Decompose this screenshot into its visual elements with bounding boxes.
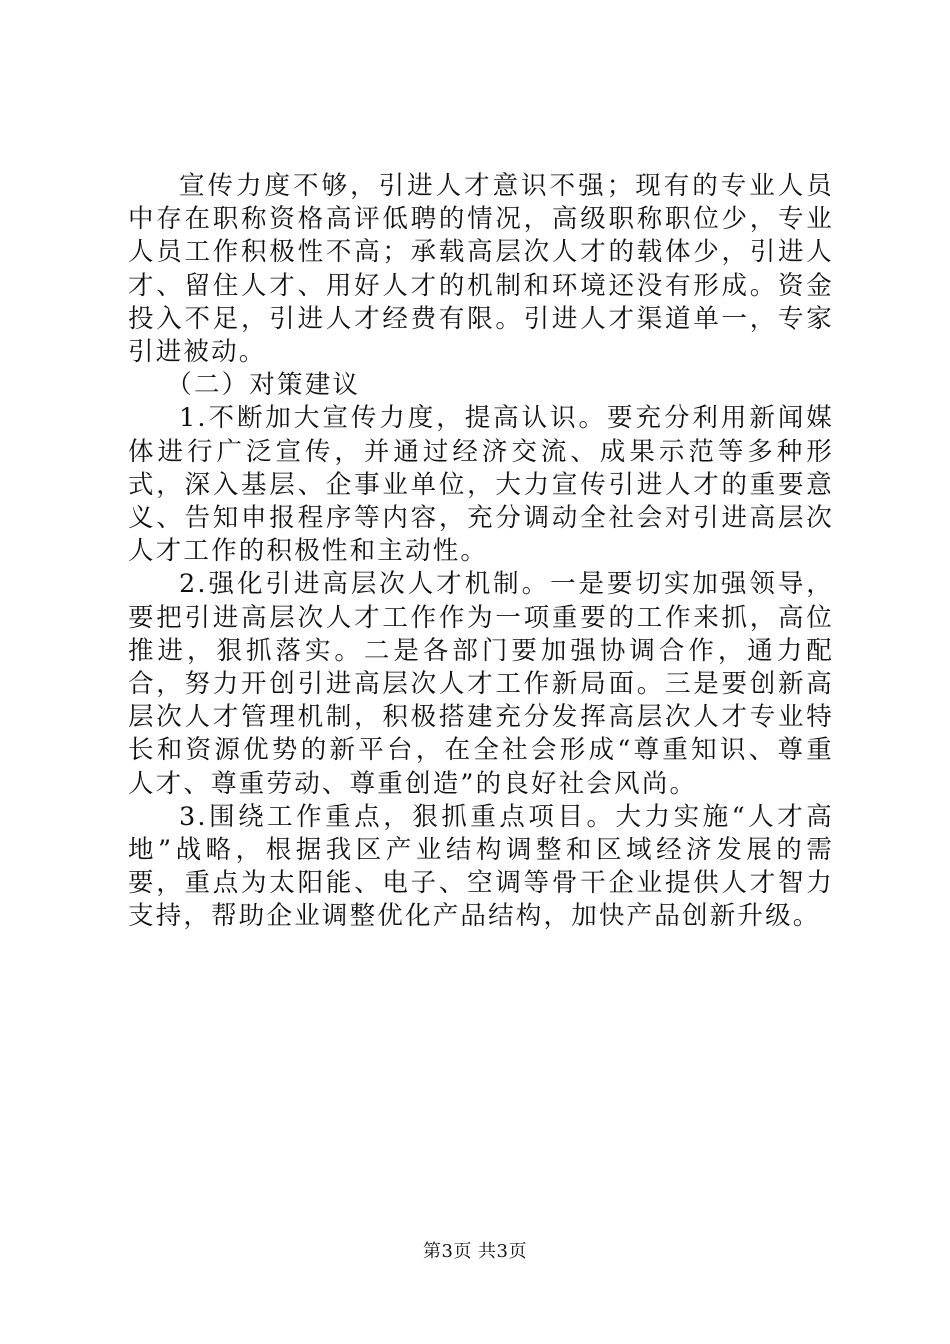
page-footer — [0, 1240, 950, 1264]
document-body — [128, 170, 834, 934]
page-total: 共3页 — [478, 1241, 527, 1262]
paragraph-suggestion-2: 2.强化引进高层次人才机制。一是要切实加强领导，要把引进高层次人才工作作为一项重要的工作来抓，高位推进，狠抓落实。二是各部门要加强协调合作，通力配合，努力开创引进高层次人才工作新局面。三是要创新高层次人才管理机制，积极搭建充分发挥高层次人才专业特长和资源优势的新平台，在全社会形成“尊重知识、尊重人才、尊重劳动、尊重创造”的良好社会风尚。 — [128, 569, 834, 799]
paragraph-suggestion-1: 1.不断加大宣传力度，提高认识。要充分利用新闻媒体进行广泛宣传，并通过经济交流、成果示范等多种形式，深入基层、企事业单位，大力宣传引进人才的重要意义、告知申报程序等内容，充分调动全社会对引进高层次人才工作的积极性和主动性。 — [128, 403, 834, 567]
page-number: 第3页 — [423, 1241, 472, 1262]
paragraph-problems: 宣传力度不够，引进人才意识不强；现有的专业人员中存在职称资格高评低聘的情况，高级职称职位少，专业人员工作积极性不高；承载高层次人才的载体少，引进人才、留住人才、用好人才的机制和环境还没有形成。资金投入不足，引进人才经费有限。引进人才渠道单一，专家引进被动。 — [128, 171, 834, 368]
section-heading-countermeasures: （二）对策建议 — [166, 370, 361, 401]
paragraph-suggestion-3: 3.围绕工作重点，狠抓重点项目。大力实施“人才高地”战略，根据我区产业结构调整和区域经济发展的需要，重点为太阳能、电子、空调等骨干企业提供人才智力支持，帮助企业调整优化产品结构，加快产品创新升级。 — [128, 801, 834, 932]
